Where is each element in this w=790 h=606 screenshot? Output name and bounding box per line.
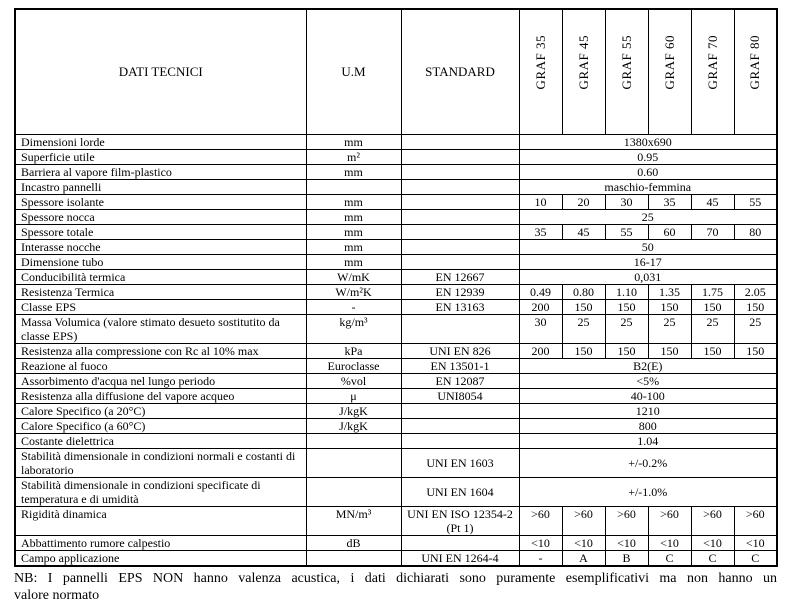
row-value-cell: <10 [562, 536, 605, 551]
row-standard-cell: EN 13163 [401, 300, 519, 315]
row-value-cell: C [648, 551, 691, 567]
row-standard-cell [401, 255, 519, 270]
graf-80-label: GRAF 80 [747, 35, 763, 90]
row-um-cell: mm [306, 210, 401, 225]
row-label-cell: Campo applicazione [15, 551, 306, 567]
table-row [15, 195, 777, 210]
table-row [15, 449, 777, 478]
row-value-cell: 20 [562, 195, 605, 210]
row-value-cell: 35 [648, 195, 691, 210]
row-label-cell: Resistenza alla diffusione del vapore acqueo [15, 389, 306, 404]
row-value-cell: 35 [519, 225, 562, 240]
row-value-cell: 10 [519, 195, 562, 210]
footnote-line-2: valore normato [14, 588, 100, 603]
footnote-line-1: NB: I pannelli EPS NON hanno valenza acustica, i dati dichiarati sono puramente esemplificativi ma non hanno un [14, 571, 777, 586]
row-value-cell: 25 [562, 315, 605, 344]
row-standard-cell [401, 150, 519, 165]
row-value-cell: 150 [691, 300, 734, 315]
row-label-cell: Dimensioni lorde [15, 135, 306, 150]
row-value-cell: 30 [519, 315, 562, 344]
row-um-cell [306, 180, 401, 195]
row-standard-cell [401, 419, 519, 434]
row-span-value-cell: 40-100 [519, 389, 777, 404]
row-span-value-cell: <5% [519, 374, 777, 389]
row-value-cell: 55 [605, 225, 648, 240]
row-value-cell: A [562, 551, 605, 567]
footnote [14, 570, 777, 604]
row-label-cell: Resistenza alla compressione con Rc al 10% max [15, 344, 306, 359]
row-label-cell: Rigidità dinamica [15, 507, 306, 536]
row-label-cell: Spessore nocca [15, 210, 306, 225]
row-value-cell: 2.05 [734, 285, 777, 300]
header-graf-60 [648, 9, 691, 135]
row-label-cell: Stabilità dimensionale in condizioni normali e costanti di laboratorio [15, 449, 306, 478]
row-value-cell: >60 [734, 507, 777, 536]
row-label-cell: Superficie utile [15, 150, 306, 165]
table-row [15, 315, 777, 344]
row-um-cell: mm [306, 135, 401, 150]
table-row [15, 434, 777, 449]
row-label-cell: Barriera al vapore film-plastico [15, 165, 306, 180]
row-label-cell: Classe EPS [15, 300, 306, 315]
row-value-cell: 55 [734, 195, 777, 210]
header-row [15, 9, 777, 135]
row-value-cell: 0.80 [562, 285, 605, 300]
graf-45-label: GRAF 45 [575, 35, 591, 90]
row-um-cell: m² [306, 150, 401, 165]
row-value-cell: <10 [605, 536, 648, 551]
row-span-value-cell: 16-17 [519, 255, 777, 270]
row-span-value-cell: 800 [519, 419, 777, 434]
row-value-cell: 30 [605, 195, 648, 210]
row-label-cell: Calore Specifico (a 60°C) [15, 419, 306, 434]
row-um-cell [306, 449, 401, 478]
row-span-value-cell: B2(E) [519, 359, 777, 374]
table-row [15, 270, 777, 285]
row-standard-cell: UNI EN 1604 [401, 478, 519, 507]
row-value-cell: 25 [648, 315, 691, 344]
row-standard-cell [401, 135, 519, 150]
row-value-cell: C [734, 551, 777, 567]
table-row [15, 389, 777, 404]
row-um-cell: Euroclasse [306, 359, 401, 374]
row-standard-cell: UNI EN ISO 12354-2 (Pt 1) [401, 507, 519, 536]
table-row [15, 180, 777, 195]
row-um-cell: J/kgK [306, 419, 401, 434]
table-row [15, 225, 777, 240]
table-row [15, 536, 777, 551]
table-row [15, 344, 777, 359]
row-span-value-cell: 1210 [519, 404, 777, 419]
row-standard-cell [401, 195, 519, 210]
row-value-cell: >60 [605, 507, 648, 536]
header-dati-tecnici: DATI TECNICI [15, 9, 306, 135]
row-standard-cell: UNI EN 826 [401, 344, 519, 359]
row-label-cell: Assorbimento d'acqua nel lungo periodo [15, 374, 306, 389]
row-value-cell: 150 [734, 300, 777, 315]
row-label-cell: Stabilità dimensionale in condizioni specificate di temperatura e di umidità [15, 478, 306, 507]
row-value-cell: 70 [691, 225, 734, 240]
row-label-cell: Spessore isolante [15, 195, 306, 210]
row-standard-cell [401, 180, 519, 195]
row-value-cell: 150 [691, 344, 734, 359]
row-value-cell: <10 [519, 536, 562, 551]
row-span-value-cell: 25 [519, 210, 777, 225]
row-value-cell: 1.75 [691, 285, 734, 300]
row-value-cell: - [519, 551, 562, 567]
row-value-cell: 150 [734, 344, 777, 359]
row-value-cell: 1.10 [605, 285, 648, 300]
table-row [15, 404, 777, 419]
row-span-value-cell: maschio-femmina [519, 180, 777, 195]
row-value-cell: 25 [734, 315, 777, 344]
row-value-cell: >60 [691, 507, 734, 536]
row-um-cell: J/kgK [306, 404, 401, 419]
table-row [15, 240, 777, 255]
row-value-cell: 150 [562, 300, 605, 315]
table-row [15, 359, 777, 374]
row-standard-cell: UNI8054 [401, 389, 519, 404]
row-standard-cell: UNI EN 1264-4 [401, 551, 519, 567]
row-value-cell: 200 [519, 344, 562, 359]
row-span-value-cell: 50 [519, 240, 777, 255]
row-um-cell: mm [306, 195, 401, 210]
row-value-cell: 80 [734, 225, 777, 240]
row-standard-cell [401, 165, 519, 180]
row-um-cell [306, 434, 401, 449]
table-row [15, 255, 777, 270]
technical-data-table [14, 8, 778, 567]
row-standard-cell [401, 315, 519, 344]
row-value-cell: 45 [691, 195, 734, 210]
row-label-cell: Spessore totale [15, 225, 306, 240]
table-row [15, 210, 777, 225]
header-graf-55 [605, 9, 648, 135]
table-row [15, 300, 777, 315]
row-span-value-cell: 1380x690 [519, 135, 777, 150]
row-value-cell: 45 [562, 225, 605, 240]
row-um-cell: mm [306, 255, 401, 270]
row-um-cell: - [306, 300, 401, 315]
row-standard-cell: EN 12939 [401, 285, 519, 300]
row-standard-cell [401, 240, 519, 255]
row-value-cell: 200 [519, 300, 562, 315]
table-row [15, 135, 777, 150]
row-standard-cell [401, 225, 519, 240]
row-label-cell: Massa Volumica (valore stimato desueto sostitutito da classe EPS) [15, 315, 306, 344]
header-graf-80 [734, 9, 777, 135]
row-label-cell: Resistenza Termica [15, 285, 306, 300]
row-um-cell: MN/m³ [306, 507, 401, 536]
row-value-cell: >60 [562, 507, 605, 536]
row-um-cell: kPa [306, 344, 401, 359]
row-value-cell: <10 [648, 536, 691, 551]
header-um: U.M [306, 9, 401, 135]
row-label-cell: Costante dielettrica [15, 434, 306, 449]
table-row [15, 285, 777, 300]
row-span-value-cell: 0,031 [519, 270, 777, 285]
row-value-cell: <10 [691, 536, 734, 551]
table-row [15, 551, 777, 567]
row-label-cell: Reazione al fuoco [15, 359, 306, 374]
header-standard: STANDARD [401, 9, 519, 135]
row-um-cell: W/mK [306, 270, 401, 285]
row-value-cell: B [605, 551, 648, 567]
graf-55-label: GRAF 55 [618, 35, 634, 90]
row-span-value-cell: 0.95 [519, 150, 777, 165]
table-row [15, 165, 777, 180]
row-value-cell: 150 [605, 300, 648, 315]
row-um-cell: W/m²K [306, 285, 401, 300]
table-row [15, 478, 777, 507]
row-um-cell: dB [306, 536, 401, 551]
graf-70-label: GRAF 70 [704, 35, 720, 90]
row-um-cell: mm [306, 225, 401, 240]
row-um-cell: kg/m³ [306, 315, 401, 344]
row-um-cell: mm [306, 240, 401, 255]
row-um-cell: μ [306, 389, 401, 404]
row-value-cell: 150 [648, 344, 691, 359]
row-value-cell: 150 [605, 344, 648, 359]
row-label-cell: Interasse nocche [15, 240, 306, 255]
row-value-cell: 1.35 [648, 285, 691, 300]
row-standard-cell [401, 404, 519, 419]
row-span-value-cell: 0.60 [519, 165, 777, 180]
row-standard-cell [401, 210, 519, 225]
row-standard-cell: EN 12667 [401, 270, 519, 285]
row-standard-cell: UNI EN 1603 [401, 449, 519, 478]
row-value-cell: 60 [648, 225, 691, 240]
row-value-cell: 0.49 [519, 285, 562, 300]
row-label-cell: Dimensione tubo [15, 255, 306, 270]
row-standard-cell: EN 13501-1 [401, 359, 519, 374]
row-label-cell: Calore Specifico (a 20°C) [15, 404, 306, 419]
row-um-cell: mm [306, 165, 401, 180]
row-standard-cell: EN 12087 [401, 374, 519, 389]
header-graf-70 [691, 9, 734, 135]
row-um-cell: %vol [306, 374, 401, 389]
row-label-cell: Incastro pannelli [15, 180, 306, 195]
header-graf-45 [562, 9, 605, 135]
row-span-value-cell: +/-1.0% [519, 478, 777, 507]
table-row [15, 507, 777, 536]
row-um-cell [306, 478, 401, 507]
row-value-cell: 150 [562, 344, 605, 359]
row-value-cell: >60 [648, 507, 691, 536]
row-value-cell: 150 [648, 300, 691, 315]
row-label-cell: Conducibilità termica [15, 270, 306, 285]
table-row [15, 419, 777, 434]
row-um-cell [306, 551, 401, 567]
row-standard-cell [401, 536, 519, 551]
row-standard-cell [401, 434, 519, 449]
row-value-cell: >60 [519, 507, 562, 536]
row-value-cell: C [691, 551, 734, 567]
row-label-cell: Abbattimento rumore calpestio [15, 536, 306, 551]
table-row [15, 374, 777, 389]
row-span-value-cell: +/-0.2% [519, 449, 777, 478]
graf-60-label: GRAF 60 [661, 35, 677, 90]
graf-35-label: GRAF 35 [532, 35, 548, 90]
row-value-cell: 25 [605, 315, 648, 344]
row-span-value-cell: 1.04 [519, 434, 777, 449]
row-value-cell: 25 [691, 315, 734, 344]
row-value-cell: <10 [734, 536, 777, 551]
table-row [15, 150, 777, 165]
header-graf-35 [519, 9, 562, 135]
